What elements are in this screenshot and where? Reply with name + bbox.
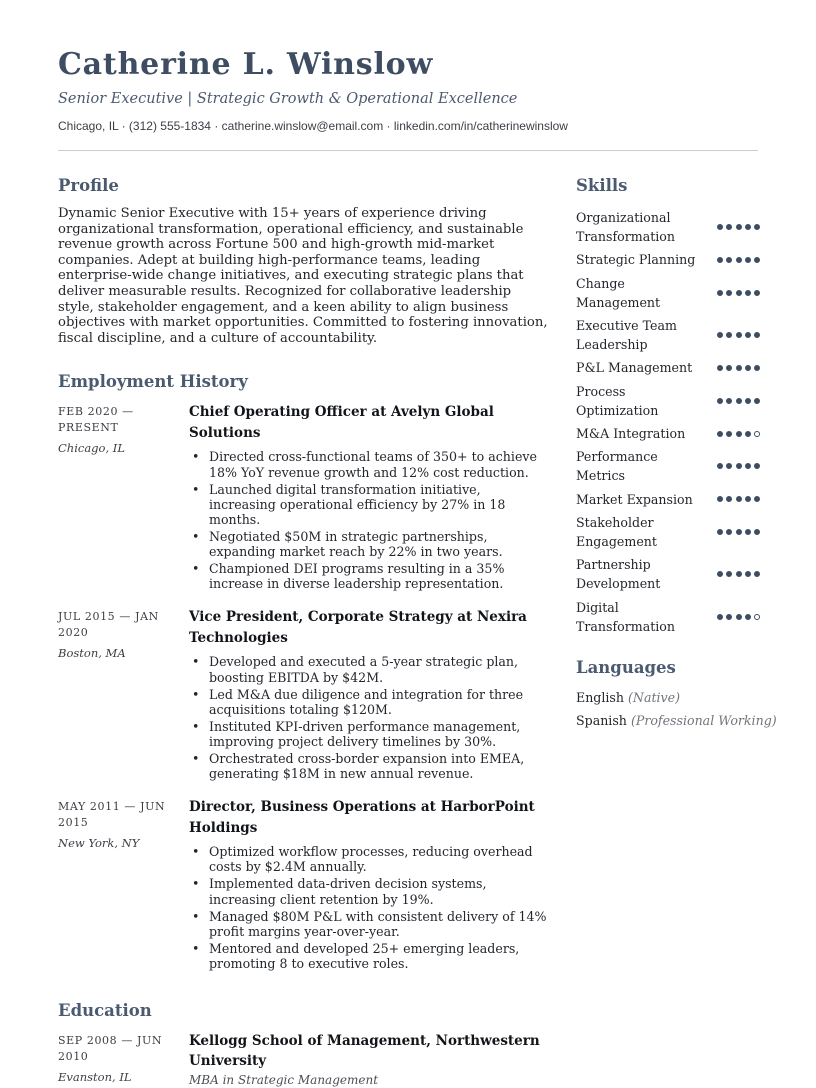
rating-dot-filled — [717, 290, 723, 296]
job-details — [189, 799, 548, 973]
rating-dot-filled — [736, 290, 742, 296]
candidate-name: Catherine L. Winslow — [58, 47, 434, 82]
skill-name: Stakeholder Engagement — [576, 514, 657, 550]
skill-rating — [717, 332, 760, 338]
rating-dot-filled — [726, 398, 732, 404]
language-name: Spanish — [576, 713, 627, 729]
skill-item — [576, 513, 760, 551]
skill-rating — [717, 529, 760, 535]
skill-rating — [717, 365, 760, 371]
rating-dot-filled — [745, 332, 751, 338]
rating-dot-filled — [717, 529, 723, 535]
skill-rating — [717, 398, 760, 404]
rating-dot-filled — [754, 290, 760, 296]
rating-dot-filled — [717, 571, 723, 577]
rating-dot-filled — [736, 398, 742, 404]
rating-dot-filled — [717, 398, 723, 404]
rating-dot-filled — [726, 431, 732, 437]
achievement-bullet: • Negotiated $50M in strategic partnerships, expanding market reach by 22% in two years. — [189, 529, 548, 559]
skill-rating — [717, 257, 760, 263]
achievement-bullet: • Managed $80M P&L with consistent delivery of 14% profit margins year-over-year. — [189, 909, 548, 939]
achievement-bullet: • Mentored and developed 25+ emerging leaders, promoting 8 to executive roles. — [189, 941, 548, 971]
job-title: Director, Business Operations at HarborPoint Holdings — [189, 799, 535, 836]
rating-dot-filled — [745, 224, 751, 230]
skill-name: Digital Transformation — [576, 599, 675, 634]
skill-name: M&A Integration — [576, 426, 686, 442]
rating-dot-filled — [717, 224, 723, 230]
rating-dot-filled — [745, 614, 751, 620]
skill-name: Organizational Transformation — [576, 210, 675, 245]
job-dates: MAY 2011 — JUN 2015 — [58, 800, 166, 830]
rating-dot-filled — [717, 463, 723, 469]
rating-dot-filled — [745, 496, 751, 502]
employment-heading: Employment History — [58, 372, 248, 392]
education-details — [189, 1033, 548, 1088]
rating-dot-filled — [754, 496, 760, 502]
main-column — [58, 176, 548, 1088]
education-heading: Education — [58, 1000, 152, 1020]
skill-item — [576, 208, 760, 246]
education-list — [58, 1033, 548, 1088]
rating-dot-filled — [726, 332, 732, 338]
achievement-bullet: • Led M&A due diligence and integration for three acquisitions totaling $120M. — [189, 687, 548, 717]
rating-dot-filled — [726, 257, 732, 263]
rating-dot-filled — [717, 614, 723, 620]
skills-list — [576, 208, 760, 636]
job-entry — [58, 799, 548, 973]
achievement-bullet: • Directed cross-functional teams of 350+ to achieve 18% YoY revenue growth and 12% cost reduction. — [189, 449, 548, 479]
skill-rating — [717, 614, 760, 620]
achievement-bullet: • Launched digital transformation initiative, increasing operational efficiency by 27% in 18 months. — [189, 482, 548, 528]
education-location: Evanston, IL — [58, 1069, 132, 1084]
rating-dot-filled — [745, 463, 751, 469]
rating-dot-filled — [754, 365, 760, 371]
skill-rating — [717, 571, 760, 577]
header-divider — [58, 150, 758, 151]
rating-dot-filled — [726, 224, 732, 230]
headline: Senior Executive | Strategic Growth & Operational Excellence — [58, 91, 518, 107]
skill-rating — [717, 290, 760, 296]
job-details — [189, 404, 548, 593]
rating-dot-filled — [726, 614, 732, 620]
skill-item — [576, 555, 760, 593]
rating-dot-filled — [745, 365, 751, 371]
achievement-bullet: • Instituted KPI-driven performance management, improving project delivery timelines by 30%. — [189, 719, 548, 749]
language-name: English — [576, 690, 624, 706]
skill-item — [576, 447, 760, 485]
rating-dot-filled — [745, 571, 751, 577]
rating-dot-filled — [754, 257, 760, 263]
rating-dot-filled — [726, 496, 732, 502]
profile-heading: Profile — [58, 176, 119, 195]
rating-dot-filled — [717, 431, 723, 437]
skill-name: Performance Metrics — [576, 449, 658, 484]
degree-name: MBA in Strategic Management — [189, 1072, 379, 1087]
rating-dot-filled — [717, 496, 723, 502]
job-achievements — [189, 449, 548, 591]
rating-dot-filled — [736, 496, 742, 502]
rating-dot-filled — [736, 529, 742, 535]
rating-dot-filled — [726, 529, 732, 535]
skill-item — [576, 274, 760, 312]
job-title: Vice President, Corporate Strategy at Nexira Technologies — [189, 609, 527, 646]
job-dates: JUL 2015 — JAN 2020 — [58, 610, 159, 640]
skill-item — [576, 490, 760, 509]
job-meta — [58, 799, 189, 973]
achievement-bullet: • Championed DEI programs resulting in a 35% increase in diverse leadership representation. — [189, 561, 548, 591]
rating-dot-filled — [736, 431, 742, 437]
rating-dot-filled — [745, 257, 751, 263]
language-item — [576, 690, 760, 706]
skill-item — [576, 316, 760, 354]
rating-dot-filled — [726, 463, 732, 469]
rating-dot-filled — [717, 365, 723, 371]
skill-rating — [717, 431, 760, 437]
contact-line: Chicago, IL · (312) 555-1834 · catherine.winslow@email.com · linkedin.com/in/catherinewinslow — [58, 119, 568, 133]
job-dates: FEB 2020 — PRESENT — [58, 405, 134, 435]
profile-summary: Dynamic Senior Executive with 15+ years of experience driving organizational transformation, operational efficiency, and sustainable revenue growth across Fortune 500 and high-growth mid-market companies. Adept at building high-performance teams, leading enterprise-wide change initiatives, and executing strategic plans that deliver measurable results. Recognized for collaborative leadership style, stakeholder engagement, and a keen ability to align business objectives with market opportunities. Committed to fostering innovation, fiscal discipline, and a culture of accountability. — [58, 206, 548, 346]
job-location: Chicago, IL — [58, 441, 125, 456]
rating-dot-filled — [726, 571, 732, 577]
skill-item — [576, 382, 760, 420]
rating-dot-filled — [736, 571, 742, 577]
skill-name: P&L Management — [576, 360, 693, 376]
education-entry — [58, 1033, 548, 1088]
job-location: Boston, MA — [58, 646, 126, 661]
education-meta — [58, 1033, 189, 1088]
achievement-bullet: • Orchestrated cross-border expansion into EMEA, generating $18M in new annual revenue. — [189, 751, 548, 781]
rating-dot-filled — [736, 614, 742, 620]
skills-heading: Skills — [576, 176, 628, 195]
rating-dot-filled — [717, 257, 723, 263]
job-details — [189, 609, 548, 783]
rating-dot-filled — [754, 398, 760, 404]
education-dates: SEP 2008 — JUN 2010 — [58, 1033, 163, 1063]
job-achievements — [189, 654, 548, 781]
job-entry — [58, 404, 548, 593]
sidebar-column — [576, 176, 777, 729]
skill-rating — [717, 463, 760, 469]
rating-dot-filled — [754, 463, 760, 469]
job-achievements — [189, 844, 548, 971]
rating-dot-filled — [745, 431, 751, 437]
languages-list — [576, 690, 777, 729]
rating-dot-filled — [754, 571, 760, 577]
resume-header — [58, 46, 758, 134]
languages-heading: Languages — [576, 658, 676, 678]
skill-name: Process Optimization — [576, 383, 659, 418]
rating-dot-filled — [745, 398, 751, 404]
skill-name: Change Management — [576, 275, 661, 310]
skill-rating — [717, 496, 760, 502]
skill-name: Market Expansion — [576, 491, 693, 507]
achievement-bullet: • Developed and executed a 5-year strategic plan, boosting EBITDA by $42M. — [189, 654, 548, 684]
school-name: Kellogg School of Management, Northwestern University — [189, 1032, 540, 1070]
language-level: (Professional Working) — [630, 713, 777, 729]
skill-name: Executive Team Leadership — [576, 318, 677, 353]
rating-dot-empty — [754, 614, 760, 620]
language-level: (Native) — [628, 690, 681, 706]
job-meta — [58, 609, 189, 783]
skill-item — [576, 424, 760, 443]
skill-name: Partnership Development — [576, 557, 661, 592]
skill-item — [576, 250, 760, 269]
achievement-bullet: • Optimized workflow processes, reducing overhead costs by $2.4M annually. — [189, 844, 548, 874]
rating-dot-filled — [736, 257, 742, 263]
job-location: New York, NY — [58, 836, 140, 851]
job-meta — [58, 404, 189, 593]
skill-name: Strategic Planning — [576, 252, 696, 268]
rating-dot-filled — [745, 529, 751, 535]
rating-dot-filled — [736, 332, 742, 338]
rating-dot-filled — [726, 290, 732, 296]
rating-dot-filled — [745, 290, 751, 296]
employment-list — [58, 404, 548, 973]
rating-dot-filled — [726, 365, 732, 371]
rating-dot-filled — [717, 332, 723, 338]
rating-dot-filled — [754, 529, 760, 535]
rating-dot-empty — [754, 431, 760, 437]
job-entry — [58, 609, 548, 783]
achievement-bullet: • Implemented data-driven decision systems, increasing client retention by 19%. — [189, 876, 548, 906]
job-title: Chief Operating Officer at Avelyn Global Solutions — [189, 404, 494, 441]
skill-item — [576, 358, 760, 377]
rating-dot-filled — [736, 224, 742, 230]
skill-rating — [717, 224, 760, 230]
rating-dot-filled — [736, 365, 742, 371]
rating-dot-filled — [754, 332, 760, 338]
language-item — [576, 713, 777, 729]
rating-dot-filled — [736, 463, 742, 469]
skill-item — [576, 598, 760, 636]
rating-dot-filled — [754, 224, 760, 230]
